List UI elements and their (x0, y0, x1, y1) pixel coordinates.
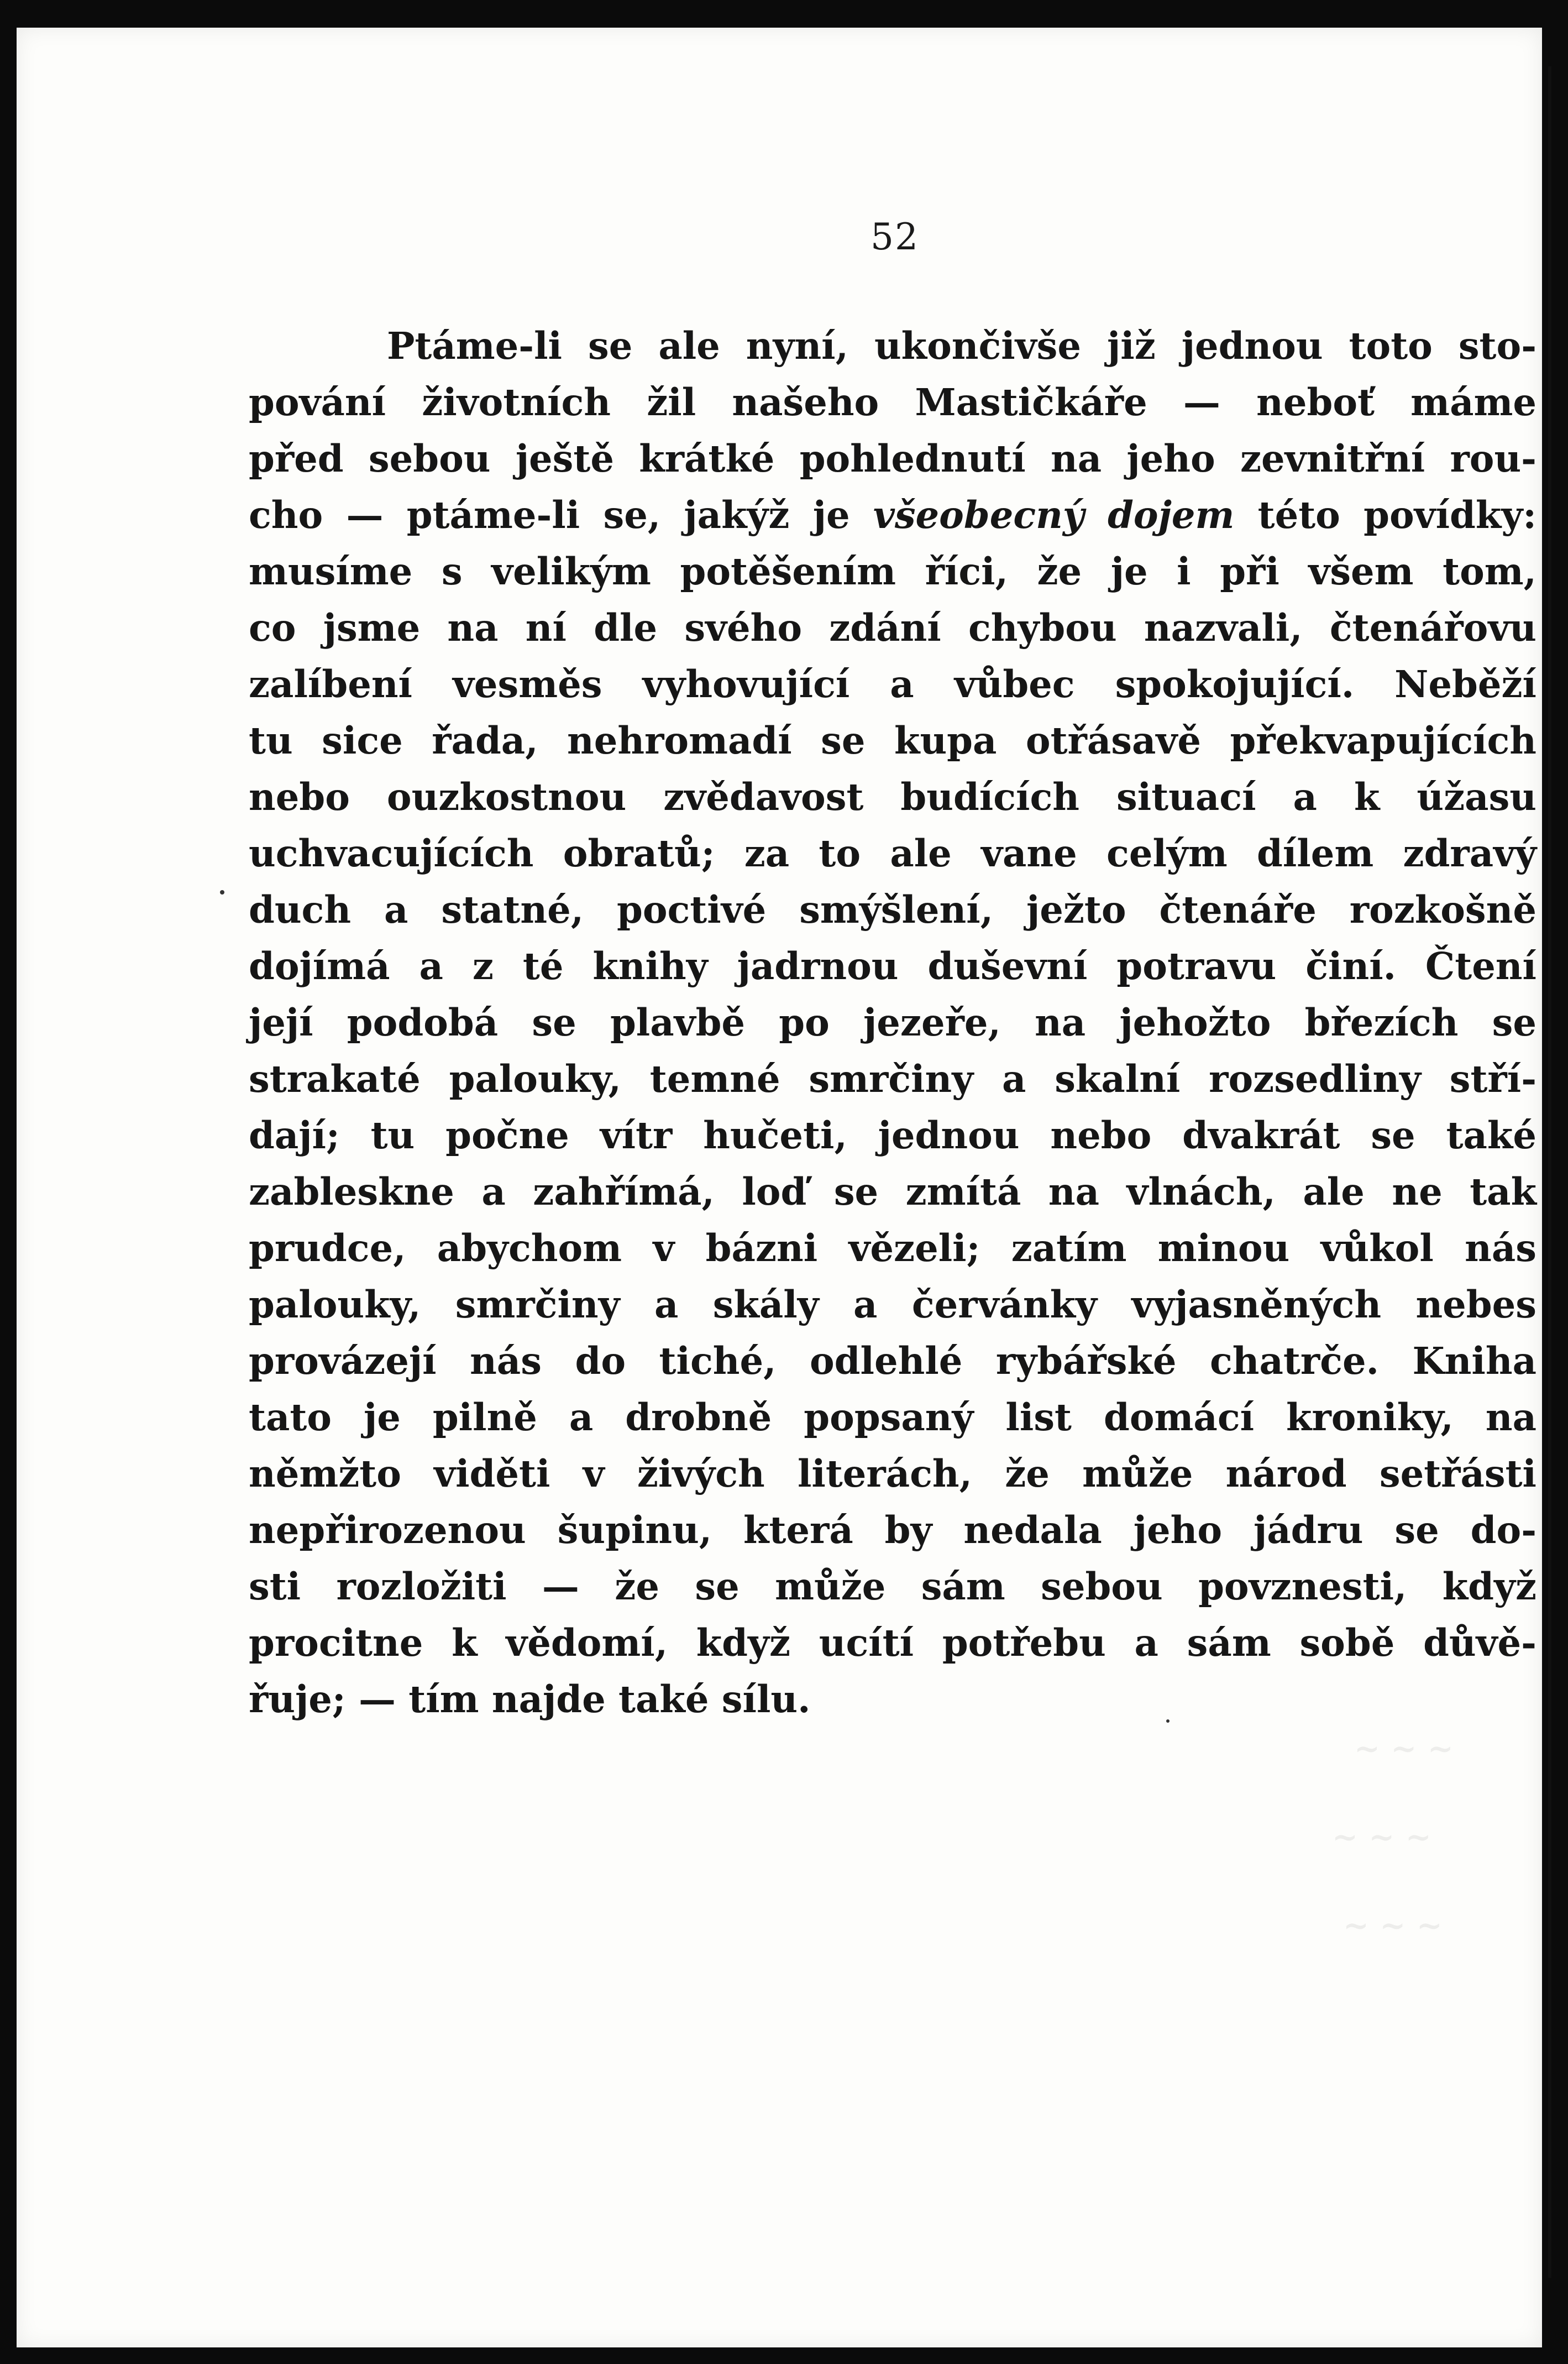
text-line: nebo ouzkostnou zvědavost budících situací a k úžasu (249, 775, 1536, 819)
show-through-text: ~ ~ ~ (1354, 1730, 1454, 1767)
body-text (249, 318, 1536, 1728)
text-line: provázejí nás do tiché, odlehlé rybářské chatrče. Kniha (249, 1339, 1536, 1383)
text-line-with-italic (249, 487, 1536, 543)
text-line: zalíbení vesměs vyhovující a vůbec spokojující. Neběží (249, 662, 1536, 706)
text-line: palouky, smrčiny a skály a červánky vyjasněných nebes (249, 1283, 1536, 1326)
print-speck (220, 890, 224, 895)
text-line: nepřirozenou šupinu, která by nedala jeho jádru se do- (249, 1508, 1536, 1552)
text-segment: této povídky: (1234, 493, 1536, 537)
text-line: dají; tu počne vítr hučeti, jednou nebo dvakrát se také (249, 1113, 1536, 1157)
text-line: před sebou ještě krátké pohlednutí na jeho zevnitřní rou- (249, 437, 1536, 480)
text-line: uchvacujících obratů; za to ale vane celým dílem zdravý (249, 831, 1536, 875)
text-line: procitne k vědomí, když ucítí potřebu a sám sobě důvě- (249, 1621, 1536, 1665)
text-line: sti rozložiti — že se může sám sebou povznesti, když (249, 1565, 1536, 1608)
show-through-text: ~ ~ ~ (1343, 1907, 1443, 1944)
text-line: tato je pilně a drobně popsaný list domácí kroniky, na (249, 1395, 1536, 1439)
show-through-text: ~ ~ ~ (1332, 1819, 1431, 1855)
text-line: duch a statné, poctivé smýšlení, ježto čtenáře rozkošně (249, 888, 1536, 932)
text-line: strakaté palouky, temné smrčiny a skalní rozsedliny stří- (249, 1057, 1536, 1101)
page-number: 52 (870, 216, 919, 258)
text-segment: cho — ptáme-li se, jakýž je (249, 493, 873, 537)
text-line: prudce, abychom v bázni vězeli; zatím minou vůkol nás (249, 1226, 1536, 1270)
text-line: co jsme na ní dle svého zdání chybou nazvali, čtenářovu (249, 606, 1536, 650)
text-line: její podobá se plavbě po jezeře, na jehožto březích se (249, 1001, 1536, 1044)
text-line: dojímá a z té knihy jadrnou duševní potravu činí. Čtení (249, 944, 1536, 988)
text-line: musíme s velikým potěšením říci, že je i při všem tom, (249, 550, 1536, 593)
text-line: němžto viděti v živých literách, že může národ setřásti (249, 1452, 1536, 1495)
scan-edge-shadow (1548, 66, 1551, 2278)
text-line: řuje; — tím najde také sílu. (249, 1677, 811, 1721)
text-line: Ptáme-li se ale nyní, ukončivše již jednou toto sto- (387, 324, 1536, 368)
text-line: pování životních žil našeho Mastičkáře — neboť máme (249, 380, 1536, 424)
text-line: zableskne a zahřímá, loď se zmítá na vlnách, ale ne tak (249, 1170, 1536, 1214)
book-page (17, 28, 1542, 2347)
text-line: tu sice řada, nehromadí se kupa otřásavě překvapujících (249, 719, 1536, 762)
italic-phrase: všeobecný dojem (873, 493, 1235, 537)
